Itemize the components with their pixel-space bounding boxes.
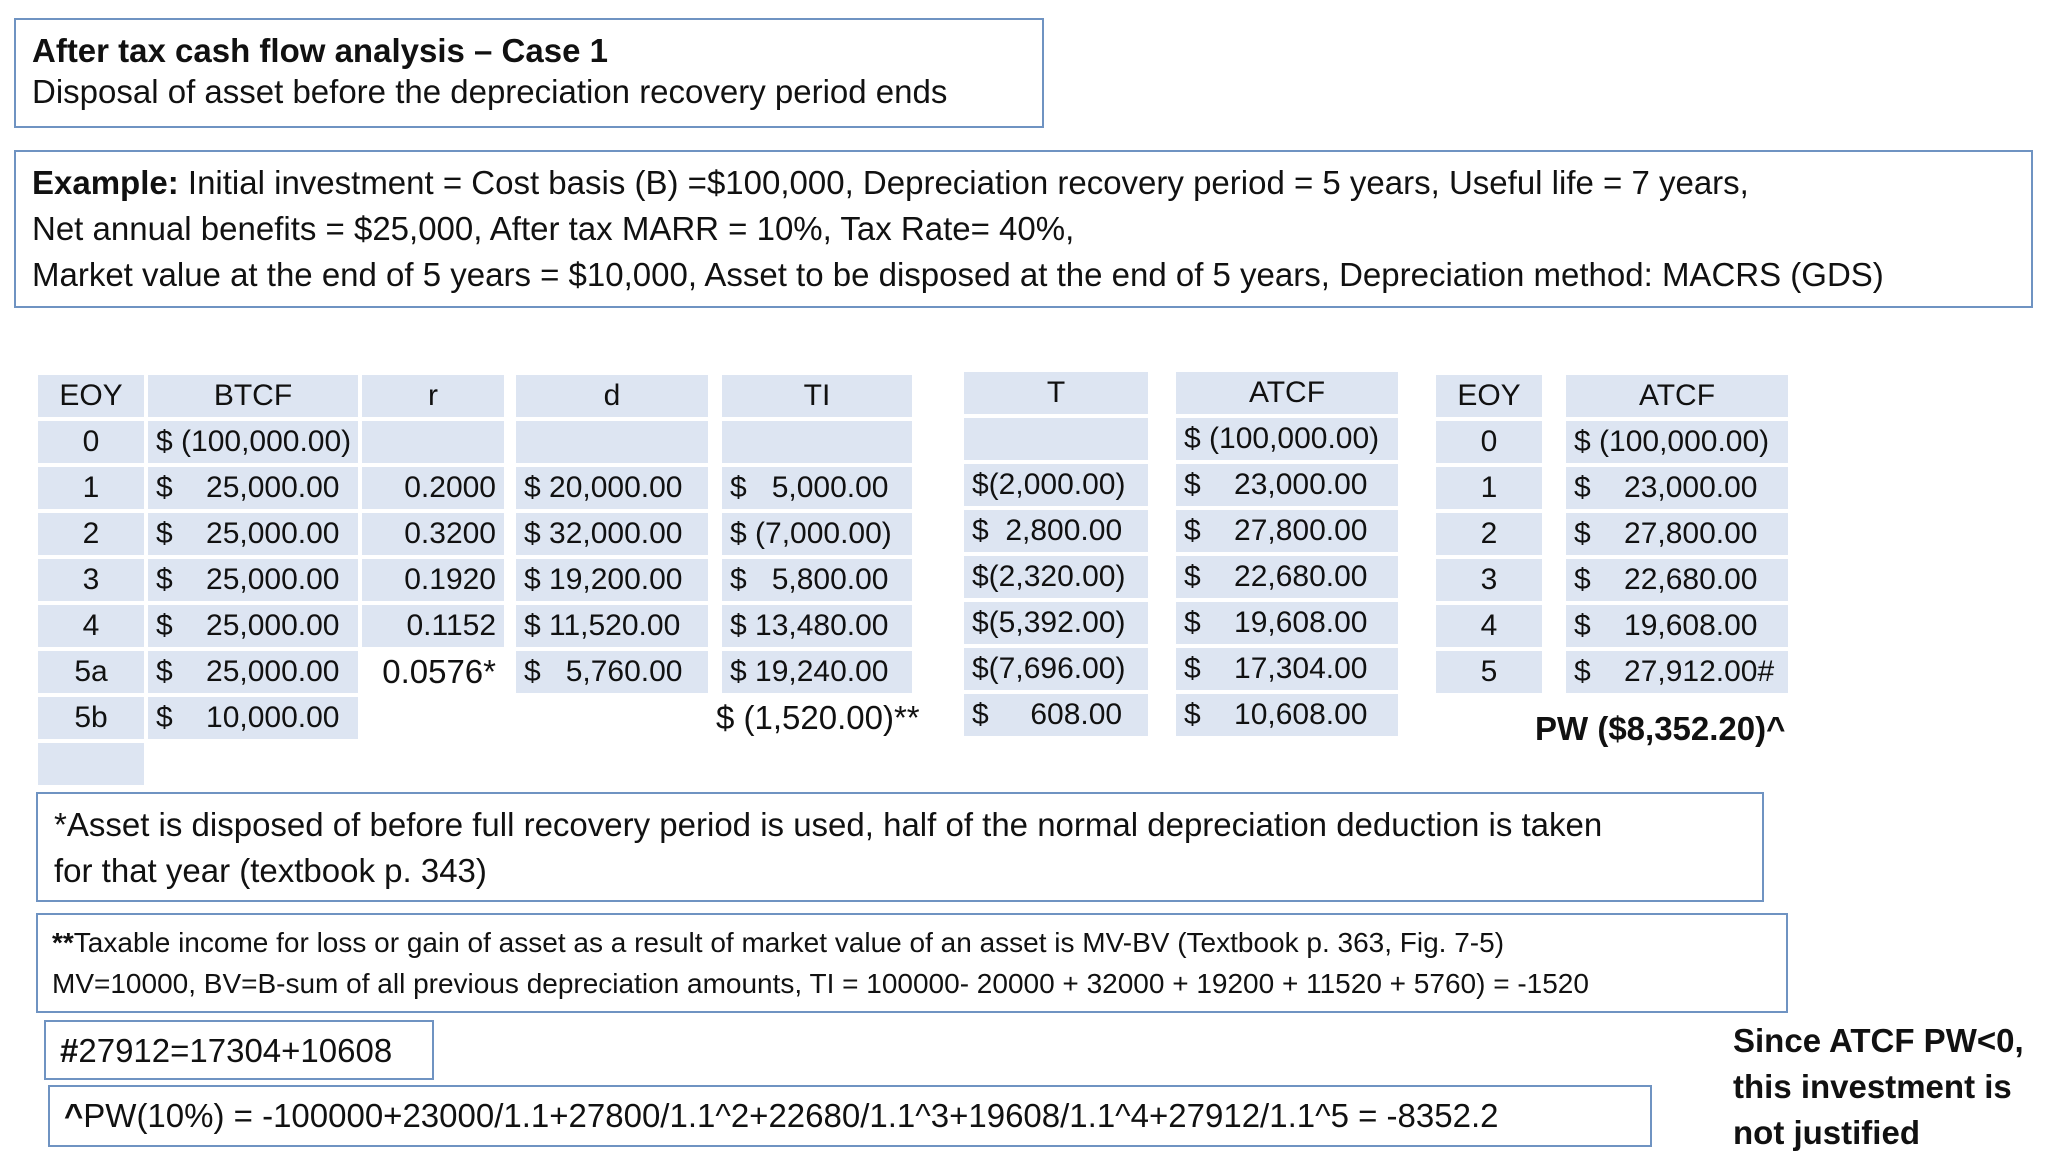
eoy2-cell: 2 — [1436, 513, 1542, 555]
btcf-column — [148, 375, 358, 739]
eoy2-cell: 4 — [1436, 605, 1542, 647]
r-cell: 0.1152 — [362, 605, 504, 647]
conclusion-line-3: not justified — [1733, 1114, 1920, 1152]
note-1-line-1: *Asset is disposed of before full recovery period is used, half of the normal depreciation deduction is taken — [54, 806, 1603, 843]
eoy-cell: 5a — [38, 651, 144, 693]
atcf2-header: ATCF — [1566, 375, 1788, 417]
d-column — [516, 375, 708, 693]
note-4-prefix: ^ — [64, 1097, 84, 1134]
btcf-cell: $ 25,000.00 — [148, 605, 358, 647]
d-cell: $ 5,760.00 — [516, 651, 708, 693]
example-line-1: Example: Initial investment = Cost basis (B) =$100,000, Depreciation recovery period = 5 years, Useful life = 7 years, — [32, 164, 1749, 201]
ti-cell: $ (7,000.00) — [722, 513, 912, 555]
atcf-cell: $ 27,800.00 — [1176, 510, 1398, 552]
ti-cell: $ 19,240.00 — [722, 651, 912, 693]
btcf-cell: $ 25,000.00 — [148, 467, 358, 509]
r-cell: 0.2000 — [362, 467, 504, 509]
note-2-line-1: **Taxable income for loss or gain of asset as a result of market value of an asset is MV-BV (Textbook p. 363, Fig. 7-5) — [52, 927, 1505, 958]
title-box — [14, 18, 1044, 128]
btcf-cell: $ 25,000.00 — [148, 559, 358, 601]
btcf-cell: $ 25,000.00 — [148, 513, 358, 555]
example-line-3: Market value at the end of 5 years = $10,000, Asset to be disposed at the end of 5 years, Depreciation method: MACRS (GDS) — [32, 256, 1884, 294]
pw-result: PW ($8,352.20)^ — [1535, 710, 1786, 747]
conclusion-line-1: Since ATCF PW<0, — [1733, 1022, 2024, 1059]
atcf-cell: $ 23,000.00 — [1176, 464, 1398, 506]
note-1-line-2: for that year (textbook p. 343) — [54, 852, 487, 890]
eoy-cell: 0 — [38, 421, 144, 463]
t-column — [964, 372, 1148, 736]
t-cell: $(5,392.00) — [964, 602, 1148, 644]
eoy-cell: 1 — [38, 467, 144, 509]
conclusion-text — [1733, 1018, 2024, 1157]
atcf2-cell: $ 19,608.00 — [1566, 605, 1788, 647]
ti-cell: $ (1,520.00)** — [716, 699, 920, 736]
d-cell: $ 32,000.00 — [516, 513, 708, 555]
example-box — [14, 150, 2033, 308]
eoy-cell: 3 — [38, 559, 144, 601]
note-3-prefix: # — [60, 1032, 79, 1069]
example-line-2: Net annual benefits = $25,000, After tax MARR = 10%, Tax Rate= 40%, — [32, 210, 1075, 248]
ti-cell: $ 13,480.00 — [722, 605, 912, 647]
btcf-header: BTCF — [148, 375, 358, 417]
note-2-line-2: MV=10000, BV=B-sum of all previous depreciation amounts, TI = 100000- 20000 + 32000 + 19200 + 11520 + 5760) = -1520 — [52, 967, 1589, 999]
d-cell: $ 11,520.00 — [516, 605, 708, 647]
atcf-sum-note-box — [44, 1020, 434, 1080]
atcf-cell: $ (100,000.00) — [1176, 418, 1398, 460]
atcf-cell: $ 22,680.00 — [1176, 556, 1398, 598]
eoy2-header: EOY — [1436, 375, 1542, 417]
atcf2-cell: $ (100,000.00) — [1566, 421, 1788, 463]
half-year-note-box — [36, 792, 1764, 902]
atcf-cell: $ 19,608.00 — [1176, 602, 1398, 644]
ti-column — [716, 375, 920, 739]
eoy-column — [38, 375, 144, 785]
t-cell: $(2,320.00) — [964, 556, 1148, 598]
slide-subtitle: Disposal of asset before the depreciation recovery period ends — [32, 73, 948, 111]
ti-header: TI — [722, 375, 912, 417]
r-header: r — [362, 375, 504, 417]
atcf2-cell: $ 23,000.00 — [1566, 467, 1788, 509]
pw-formula-note-box — [48, 1085, 1652, 1147]
note-4-text: PW(10%) = -100000+23000/1.1+27800/1.1^2+22680/1.1^3+19608/1.1^4+27912/1.1^5 = -8352.2 — [83, 1097, 1499, 1134]
ti-cell: $ 5,000.00 — [722, 467, 912, 509]
atcf-column — [1176, 372, 1398, 736]
t-cell: $(2,000.00) — [964, 464, 1148, 506]
r-column — [362, 375, 504, 693]
eoy2-column — [1436, 375, 1542, 693]
r-cell — [362, 421, 504, 463]
conclusion-line-2: this investment is — [1733, 1068, 2012, 1106]
r-cell: 0.1920 — [362, 559, 504, 601]
btcf-cell: $ 10,000.00 — [148, 697, 358, 739]
t-cell — [964, 418, 1148, 460]
d-cell: $ 20,000.00 — [516, 467, 708, 509]
note-3-text: 27912=17304+10608 — [78, 1032, 393, 1069]
t-header: T — [964, 372, 1148, 414]
ti-cell: $ 5,800.00 — [722, 559, 912, 601]
atcf2-cell: $ 22,680.00 — [1566, 559, 1788, 601]
atcf-cell: $ 17,304.00 — [1176, 648, 1398, 690]
d-cell — [516, 421, 708, 463]
atcf2-cell: $ 27,800.00 — [1566, 513, 1788, 555]
eoy2-cell: 3 — [1436, 559, 1542, 601]
eoy-cell: 4 — [38, 605, 144, 647]
atcf-cell: $ 10,608.00 — [1176, 694, 1398, 736]
d-header: d — [516, 375, 708, 417]
eoy2-cell: 1 — [1436, 467, 1542, 509]
atcf-header: ATCF — [1176, 372, 1398, 414]
taxable-income-note-box — [36, 913, 1788, 1013]
t-cell: $(7,696.00) — [964, 648, 1148, 690]
t-cell: $ 2,800.00 — [964, 510, 1148, 552]
ti-cell — [722, 421, 912, 463]
eoy-cell: 5b — [38, 697, 144, 739]
btcf-cell: $ (100,000.00) — [148, 421, 358, 463]
eoy2-cell: 0 — [1436, 421, 1542, 463]
slide-heading: After tax cash flow analysis – Case 1 — [32, 32, 608, 69]
t-cell: $ 608.00 — [964, 694, 1148, 736]
eoy-cell — [38, 743, 144, 785]
atcf2-column — [1566, 375, 1788, 693]
btcf-cell: $ 25,000.00 — [148, 651, 358, 693]
atcf2-cell: $ 27,912.00# — [1566, 651, 1788, 693]
eoy2-cell: 5 — [1436, 651, 1542, 693]
d-cell: $ 19,200.00 — [516, 559, 708, 601]
r-cell: 0.3200 — [362, 513, 504, 555]
r-cell: 0.0576* — [382, 653, 496, 690]
eoy-cell: 2 — [38, 513, 144, 555]
eoy-header: EOY — [38, 375, 144, 417]
